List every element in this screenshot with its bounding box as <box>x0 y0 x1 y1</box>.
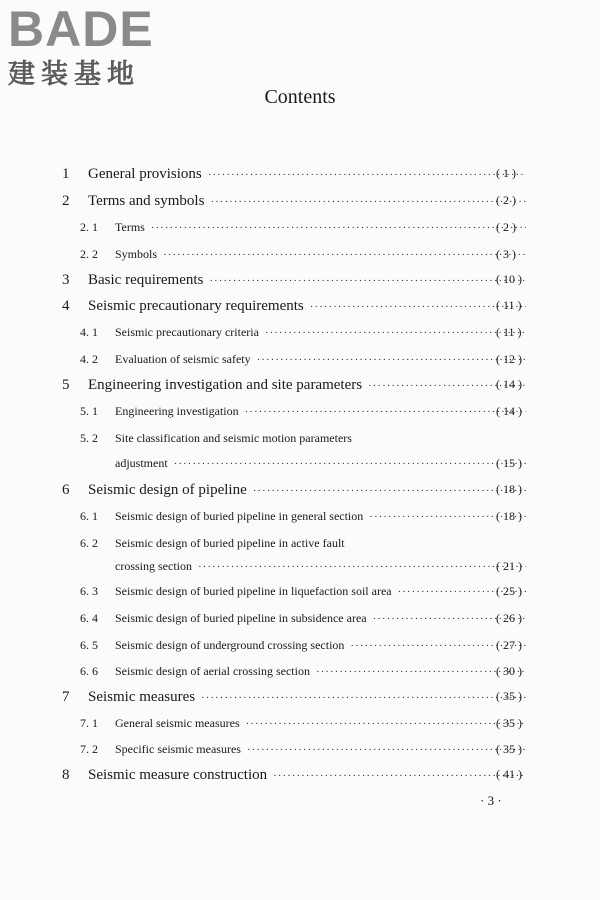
toc-leader-dots <box>310 301 526 313</box>
toc-entry[interactable] <box>0 247 600 267</box>
toc-entry-body <box>115 716 530 731</box>
toc-entry-number: 7. 2 <box>80 742 98 756</box>
toc-entry-number: 6. 2 <box>80 536 98 550</box>
toc-entry-label: Seismic design of buried pipeline in active fault <box>115 536 345 550</box>
toc-entry-page: ( 18 ) <box>496 509 522 523</box>
toc-entry-page: ( 10 ) <box>496 272 522 286</box>
toc-entry-page: ( 30 ) <box>496 664 522 678</box>
toc-leader-dots <box>253 485 526 497</box>
toc-entry-number: 6. 4 <box>80 611 98 625</box>
toc-entry-page: ( 2 ) <box>496 193 516 207</box>
toc-entry-body <box>115 664 530 679</box>
page-title: Contents <box>264 86 336 108</box>
toc-entry-number: 4 <box>62 298 70 314</box>
toc-entry-label: Seismic measures <box>88 689 196 705</box>
toc-entry-page: ( 25 ) <box>496 584 522 598</box>
toc-entry-label: Site classification and seismic motion parameters <box>115 431 352 445</box>
toc-leader-dots <box>163 249 526 261</box>
toc-entry-label: Seismic measure construction <box>88 767 268 783</box>
toc-entry-page: ( 3 ) <box>496 247 516 261</box>
toc-entry-page: ( 35 ) <box>496 689 522 703</box>
logo-subtitle: 建装基地 <box>8 59 140 90</box>
toc-leader-dots <box>209 275 526 287</box>
toc-entry-page: ( 35 ) <box>496 716 522 730</box>
toc-entry-number: 5. 2 <box>80 431 98 445</box>
toc-entry-body <box>115 247 530 262</box>
toc-entry-label: Seismic design of buried pipeline in general section <box>115 509 364 523</box>
toc-entry-label: Seismic design of buried pipeline in subsidence area <box>115 611 367 625</box>
toc-leader-dots <box>316 666 526 678</box>
toc-entry-label: Engineering investigation and site parameters <box>88 377 363 393</box>
toc-entry[interactable] <box>0 220 600 240</box>
toc-entry-body <box>115 325 530 340</box>
toc-leader-dots <box>201 692 526 704</box>
toc-entry-number: 4. 1 <box>80 325 98 339</box>
toc-entry[interactable] <box>0 166 600 186</box>
toc-leader-dots <box>246 718 526 730</box>
toc-entry-continuation <box>0 456 600 476</box>
toc-entry-number: 1 <box>62 166 70 182</box>
toc-entry-continuation <box>0 559 600 579</box>
toc-entry-number: 7 <box>62 689 70 705</box>
toc-entry-body <box>115 431 530 446</box>
toc-entry[interactable] <box>0 404 600 424</box>
toc-entry[interactable] <box>0 716 600 736</box>
toc-leader-dots <box>174 458 526 470</box>
toc-entry-body <box>115 404 530 419</box>
toc-entry-body <box>115 611 530 626</box>
toc-entry-body <box>115 536 530 551</box>
toc-entry[interactable] <box>0 584 600 604</box>
toc-entry-page: ( 11 ) <box>496 298 522 312</box>
toc-entry-label: Terms and symbols <box>88 193 205 209</box>
toc-entry[interactable] <box>0 482 600 502</box>
toc-entry-page: ( 12 ) <box>496 352 522 366</box>
toc-entry-body <box>115 352 530 367</box>
toc-entry-body <box>88 689 530 706</box>
toc-entry-label: Evaluation of seismic safety <box>115 352 251 366</box>
toc-entry-page: ( 1 ) <box>496 166 516 180</box>
toc-entry-number: 5 <box>62 377 70 393</box>
toc-entry-label-continued: crossing section <box>115 559 192 573</box>
toc-entry-body <box>88 272 530 289</box>
toc-entry-number: 8 <box>62 767 70 783</box>
toc-entry[interactable] <box>0 325 600 345</box>
toc-entry-page: ( 14 ) <box>496 377 522 391</box>
toc-entry-body <box>115 220 530 235</box>
toc-entry-page: ( 27 ) <box>496 638 522 652</box>
toc-entry-label: Symbols <box>115 247 158 261</box>
logo-wordmark: BADE <box>8 1 154 57</box>
toc-entry-label: Seismic design of underground crossing section <box>115 638 345 652</box>
toc-entry-body <box>115 584 530 599</box>
toc-entry-number: 4. 2 <box>80 352 98 366</box>
toc-entry-body <box>88 166 530 183</box>
toc-entry[interactable] <box>0 272 600 292</box>
toc-entry-label: Engineering investigation <box>115 404 239 418</box>
toc-entry-body <box>115 456 530 471</box>
toc-entry-page: ( 14 ) <box>496 404 522 418</box>
toc-entry-number: 6 <box>62 482 70 498</box>
toc-leader-dots <box>247 744 526 756</box>
toc-entry[interactable] <box>0 193 600 213</box>
toc-entry[interactable] <box>0 352 600 372</box>
toc-leader-dots <box>273 770 526 782</box>
toc-entry-label: Basic requirements <box>88 272 204 288</box>
toc-entry[interactable] <box>0 509 600 529</box>
toc-entry-page: ( 15 ) <box>496 456 522 470</box>
toc-entry[interactable] <box>0 689 600 709</box>
toc-entry-body <box>115 559 530 574</box>
toc-leader-dots <box>210 196 526 208</box>
toc-entry-number: 2 <box>62 193 70 209</box>
toc-entry[interactable] <box>0 431 600 451</box>
toc-entry-number: 6. 5 <box>80 638 98 652</box>
toc-leader-dots <box>151 222 526 234</box>
toc-entry-label: Seismic precautionary requirements <box>88 298 304 314</box>
toc-entry-page: ( 18 ) <box>496 482 522 496</box>
toc-leader-dots <box>257 354 526 366</box>
toc-entry-page: ( 26 ) <box>496 611 522 625</box>
toc-entry-label: General seismic measures <box>115 716 240 730</box>
toc-entry-label-continued: adjustment <box>115 456 168 470</box>
toc-entry[interactable] <box>0 664 600 684</box>
toc-entry[interactable] <box>0 638 600 658</box>
toc-entry-label: Specific seismic measures <box>115 742 241 756</box>
toc-entry-label: Terms <box>115 220 145 234</box>
toc-entry-number: 7. 1 <box>80 716 98 730</box>
toc-entry[interactable] <box>0 742 600 762</box>
toc-leader-dots <box>198 561 526 573</box>
toc-entry-label: General provisions <box>88 166 202 182</box>
toc-entry-body <box>88 482 530 499</box>
toc-entry-number: 2. 1 <box>80 220 98 234</box>
toc-entry-number: 5. 1 <box>80 404 98 418</box>
toc-entry-number: 6. 3 <box>80 584 98 598</box>
toc-entry-number: 2. 2 <box>80 247 98 261</box>
toc-entry-page: ( 2 ) <box>496 220 516 234</box>
toc-entry-number: 6. 1 <box>80 509 98 523</box>
toc-leader-dots <box>265 327 526 339</box>
toc-entry-body <box>88 298 530 315</box>
toc-entry-body <box>88 377 530 394</box>
toc-entry-label: Seismic design of buried pipeline in liquefaction soil area <box>115 584 392 598</box>
toc-entry-body <box>115 638 530 653</box>
toc-entry-body <box>115 742 530 757</box>
toc-entry[interactable] <box>0 767 600 787</box>
toc-entry[interactable] <box>0 298 600 318</box>
toc-entry-page: ( 11 ) <box>496 325 522 339</box>
toc-entry-page: ( 41 ) <box>496 767 522 781</box>
toc-entry-label: Seismic design of aerial crossing section <box>115 664 310 678</box>
toc-entry-body <box>115 509 530 524</box>
page-number: · 3 · <box>480 793 502 808</box>
toc-leader-dots <box>245 406 526 418</box>
toc-entry-page: ( 35 ) <box>496 742 522 756</box>
toc-entry-page: ( 21 ) <box>496 559 522 573</box>
toc-leader-dots <box>208 169 526 181</box>
toc-entry-label: Seismic precautionary criteria <box>115 325 259 339</box>
toc-entry[interactable] <box>0 536 600 556</box>
toc-entry[interactable] <box>0 611 600 631</box>
toc-entry-body <box>88 767 530 784</box>
toc-entry[interactable] <box>0 377 600 397</box>
toc-entry-number: 3 <box>62 272 70 288</box>
toc-entry-label: Seismic design of pipeline <box>88 482 247 498</box>
toc-entry-number: 6. 6 <box>80 664 98 678</box>
toc-entry-body <box>88 193 530 210</box>
